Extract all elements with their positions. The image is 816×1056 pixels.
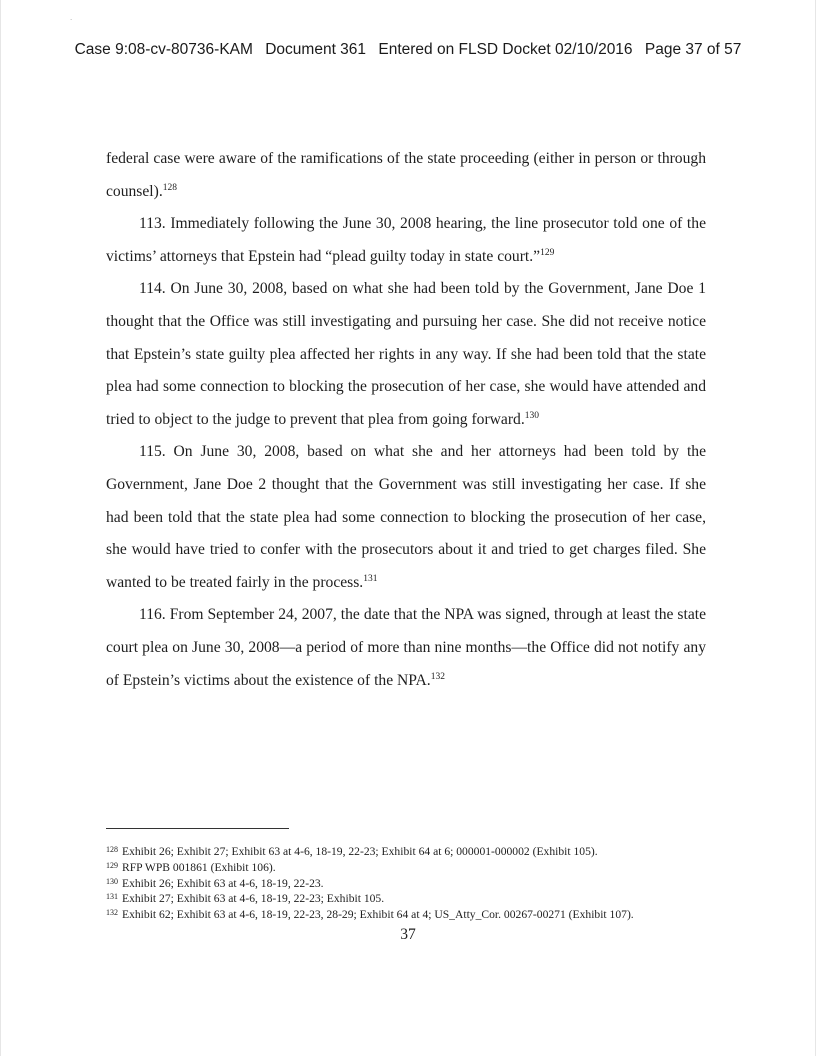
- body-text: [106, 143, 706, 697]
- document-number: Document 361: [265, 41, 367, 58]
- footnote: 130 Exhibit 26; Exhibit 63 at 4-6, 18-19, 22-23.: [106, 876, 324, 890]
- paragraph-continuation: federal case were aware of the ramifications of the state proceeding (either in person or through counsel).$^{128}$: [106, 150, 706, 200]
- docket-entry: Entered on FLSD Docket 02/10/2016: [378, 41, 633, 58]
- footnote: 129 RFP WPB 001861 (Exhibit 106).: [106, 860, 276, 874]
- footnote: 132 Exhibit 62; Exhibit 63 at 4-6, 18-19, 22-23, 28-29; Exhibit 64 at 4; US_Atty_Cor. 00267-00271 (Exhibit 107).: [106, 908, 634, 922]
- paragraph-113: 113. Immediately following the June 30, 2008 hearing, the line prosecutor told one of the victims’ attorneys that Epstein had “plead guilty today in state court.”$^{129}$: [106, 215, 706, 265]
- footnotes: [106, 843, 716, 922]
- footnote-ref: 130: [524, 410, 539, 421]
- footnote-ref: 132: [430, 671, 445, 682]
- page-number: 37: [400, 926, 416, 943]
- footnote-ref: 128: [162, 182, 177, 193]
- footnote: 131 Exhibit 27; Exhibit 63 at 4-6, 18-19, 22-23; Exhibit 105.: [106, 892, 385, 906]
- footnote-divider: [106, 828, 289, 829]
- footnote-ref: 129: [540, 247, 555, 258]
- footnote-ref: 131: [363, 573, 378, 584]
- paragraph-114: 114. On June 30, 2008, based on what she had been told by the Government, Jane Doe 1 thought that the Office was still investigating and pursuing her case. She did not receive notice that Epstein’s state guilty plea affected her rights in any way. If she had been told that the state plea had some connection to blocking the prosecution of her case, she would have attended and tried to object to the judge to prevent that plea from going forward.$^{130}$: [106, 280, 706, 428]
- footnote: 128 Exhibit 26; Exhibit 27; Exhibit 63 at 4-6, 18-19, 22-23; Exhibit 64 at 6; 000001-000002 (Exhibit 105).: [106, 845, 598, 858]
- paragraph-116: 116. From September 24, 2007, the date that the NPA was signed, through at least the state court plea on June 30, 2008—a period of more than nine months—the Office did not notify any of Epstein’s victims about the existence of the NPA.$^{132}$: [106, 606, 706, 689]
- page-count: Page 37 of 57: [644, 41, 742, 58]
- paragraph-115: 115. On June 30, 2008, based on what she and her attorneys had been told by the Government, Jane Doe 2 thought that the Government was still investigating her case. If she had been told that the state plea had some connection to blocking the prosecution of her case, she would have tried to confer with the prosecutors about it and tried to get charges filed. She wanted to be treated fairly in the process.$^{131}$: [106, 443, 706, 591]
- docket-header: [0, 41, 816, 59]
- case-number: Case 9:08-cv-80736-KAM: [74, 41, 253, 58]
- scan-artifact: ·: [70, 16, 73, 24]
